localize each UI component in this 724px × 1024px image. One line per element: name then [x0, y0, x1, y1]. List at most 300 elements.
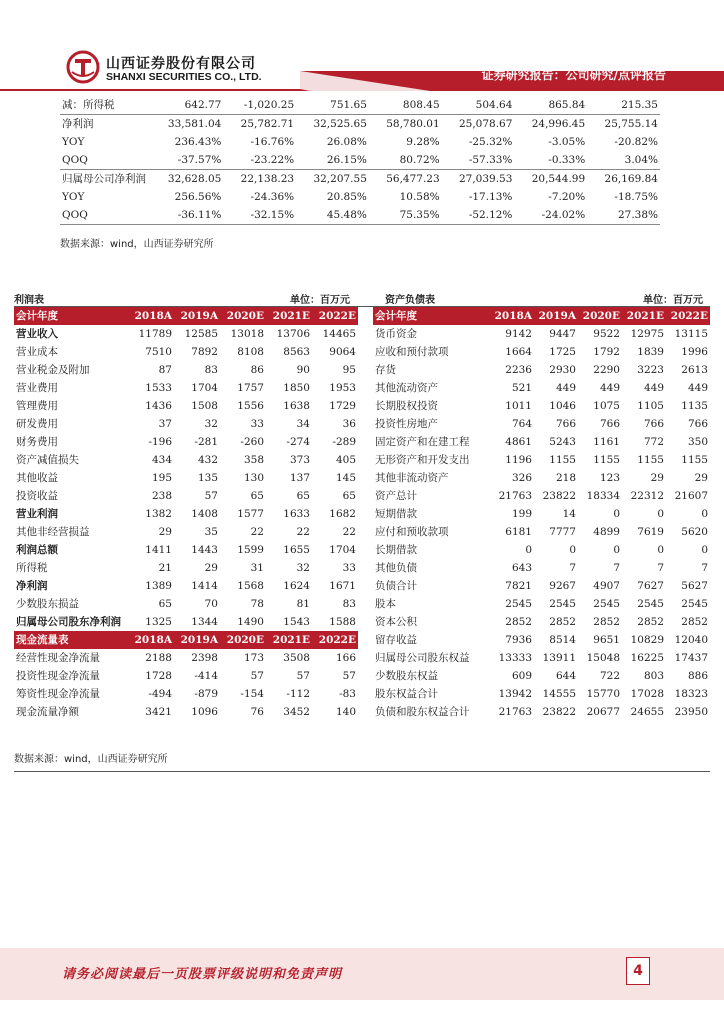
cell-value: 1414 — [191, 580, 218, 592]
cell-value: 2545 — [593, 598, 620, 610]
cell-value: 772 — [643, 436, 664, 448]
cell-value: 195 — [151, 472, 172, 484]
cell-value: 17028 — [630, 688, 664, 700]
cell-value: 8514 — [549, 634, 576, 646]
cell-value: 886 — [687, 670, 708, 682]
balance-sheet-unit: 单位：百万元 — [643, 295, 703, 306]
table-row — [14, 703, 358, 721]
cell-value: 1655 — [283, 544, 310, 556]
cell-value: 95 — [342, 364, 356, 376]
cell-value: 57 — [204, 490, 218, 502]
cell-value: 1682 — [329, 508, 356, 520]
cell-value: 751.65 — [330, 99, 367, 111]
row-label: 长期股权投资 — [375, 400, 438, 412]
cell-value: 4907 — [593, 580, 620, 592]
row-label: 其他非流动资产 — [375, 472, 449, 484]
cell-value: 1155 — [549, 454, 576, 466]
cell-value: 57 — [250, 670, 264, 682]
cell-value: -0.33% — [548, 154, 586, 166]
row-label: 其他收益 — [16, 472, 58, 484]
header-year: 2018A — [128, 631, 174, 649]
cell-value: 33,581.04 — [151, 115, 224, 134]
table-row — [14, 469, 358, 487]
row-label: 股本 — [375, 598, 396, 610]
row-label: 长期借款 — [375, 544, 417, 556]
table-row — [60, 206, 660, 225]
cell-value: 26.15% — [326, 154, 367, 166]
row-label: 现金流量净额 — [16, 706, 79, 718]
cell-value: 23822 — [542, 706, 576, 718]
cell-value: -37.57% — [177, 154, 222, 166]
header-year: 2019A — [174, 307, 220, 325]
cell-value: 1638 — [283, 400, 310, 412]
cell-value: 2852 — [593, 616, 620, 628]
table-row — [60, 188, 660, 206]
cell-value: 1704 — [191, 382, 218, 394]
cell-value: 1325 — [145, 616, 172, 628]
cell-value: 13333 — [498, 652, 532, 664]
page-number: 4 — [626, 957, 650, 985]
table-row — [373, 613, 710, 631]
cell-value: 2398 — [191, 652, 218, 664]
data-source-note: 数据来源：wind，山西证券研究所 — [60, 239, 214, 250]
cell-value: 24655 — [630, 706, 664, 718]
cell-value: 7 — [613, 562, 620, 574]
cell-value: 766 — [555, 418, 576, 430]
cell-value: 1155 — [593, 454, 620, 466]
cell-value: 1588 — [329, 616, 356, 628]
cell-value: 9651 — [593, 634, 620, 646]
row-label: 货币资金 — [375, 328, 417, 340]
cell-value: -274 — [286, 436, 310, 448]
row-label: 减：所得税 — [62, 99, 115, 111]
cell-value: 23822 — [542, 490, 576, 502]
header-year: 2020E — [220, 631, 266, 649]
cell-value: 449 — [555, 382, 576, 394]
cell-value: 29 — [204, 562, 218, 574]
cell-value: 3.04% — [624, 154, 658, 166]
cell-value: 57 — [342, 670, 356, 682]
row-label: 资产总计 — [375, 490, 417, 502]
cell-value: 4899 — [593, 526, 620, 538]
cell-value: 1850 — [283, 382, 310, 394]
cell-value: 16225 — [630, 652, 664, 664]
header-year: 2019A — [174, 631, 220, 649]
cell-value: 7892 — [191, 346, 218, 358]
cell-value: 173 — [243, 652, 264, 664]
table-row — [373, 325, 710, 343]
cell-value: 1556 — [237, 400, 264, 412]
row-label: YOY — [62, 191, 85, 203]
row-label: 固定资产和在建工程 — [375, 436, 470, 448]
table-row — [373, 631, 710, 649]
table-row — [14, 451, 358, 469]
cell-value: 70 — [204, 598, 218, 610]
cell-value: 13018 — [230, 328, 264, 340]
cell-value: 1568 — [237, 580, 264, 592]
table-row — [14, 343, 358, 361]
cell-value: 504.64 — [475, 99, 513, 111]
row-label: 归属母公司股东权益 — [375, 652, 470, 664]
cell-value: 1729 — [329, 400, 356, 412]
cell-value: 137 — [289, 472, 310, 484]
cell-value: 0 — [613, 508, 620, 520]
cell-value: 25,078.67 — [442, 115, 515, 134]
row-label: 利润总额 — [16, 544, 58, 556]
table-row — [373, 487, 710, 505]
report-type-title: 证券研究报告：公司研究/点评报告 — [481, 68, 666, 82]
table-row — [373, 685, 710, 703]
row-label: 经营性现金净流量 — [16, 652, 100, 664]
cell-value: 4861 — [505, 436, 532, 448]
cell-value: 1105 — [637, 400, 664, 412]
table-row — [14, 325, 358, 343]
row-label: QOQ — [60, 206, 151, 225]
cell-value: 80.72% — [399, 154, 440, 166]
cell-value: 9447 — [549, 328, 576, 340]
table-row — [14, 415, 358, 433]
row-label: 营业税金及附加 — [16, 364, 90, 376]
cell-value: 1725 — [549, 346, 576, 358]
cell-value: 5243 — [549, 436, 576, 448]
cell-value: -17.13% — [468, 191, 513, 203]
cell-value: 13115 — [674, 328, 708, 340]
row-label: 其他流动资产 — [375, 382, 438, 394]
cell-value: 1161 — [593, 436, 620, 448]
balance-sheet-table — [373, 307, 710, 721]
cell-value: 2545 — [505, 598, 532, 610]
cell-value: 65 — [342, 490, 356, 502]
cell-value: 15770 — [586, 688, 620, 700]
cell-value: 7510 — [145, 346, 172, 358]
cell-value: 9064 — [329, 346, 356, 358]
cell-value: 2545 — [549, 598, 576, 610]
cell-value: 25,782.71 — [223, 115, 296, 134]
cell-value: 22,138.23 — [223, 170, 296, 189]
cell-value: 766 — [599, 418, 620, 430]
row-label: 筹资性现金净流量 — [16, 688, 100, 700]
cell-value: 27,039.53 — [442, 170, 515, 189]
cell-value: -16.76% — [250, 136, 295, 148]
header-year: 2020E — [220, 307, 266, 325]
cell-value: 1411 — [145, 544, 172, 556]
cell-value: 7619 — [637, 526, 664, 538]
cell-value: 33 — [250, 418, 264, 430]
cell-value: 2852 — [505, 616, 532, 628]
row-label: 负债和股东权益合计 — [375, 706, 470, 718]
cell-value: 8563 — [283, 346, 310, 358]
table-row — [373, 577, 710, 595]
cell-value: 12975 — [630, 328, 664, 340]
cell-value: 33 — [342, 562, 356, 574]
table-header-row — [14, 631, 358, 649]
cell-value: 2188 — [145, 652, 172, 664]
header-year: 2022E — [666, 307, 710, 325]
table-row — [60, 115, 660, 134]
header-year: 2021E — [622, 307, 666, 325]
cell-value: 2852 — [637, 616, 664, 628]
row-label: 归属母公司股东净利润 — [16, 616, 121, 628]
table-header-row — [373, 307, 710, 325]
cell-value: 1155 — [637, 454, 664, 466]
table-row — [373, 667, 710, 685]
table-row — [373, 397, 710, 415]
row-label: 研发费用 — [16, 418, 58, 430]
cell-value: 0 — [657, 508, 664, 520]
cell-value: 32,525.65 — [296, 115, 369, 134]
row-label: 净利润 — [60, 115, 151, 134]
quarterly-income-table — [60, 96, 660, 225]
cell-value: 764 — [511, 418, 532, 430]
table-row — [373, 541, 710, 559]
table-row — [373, 523, 710, 541]
cell-value: 1344 — [191, 616, 218, 628]
cell-value: 1382 — [145, 508, 172, 520]
cell-value: 358 — [243, 454, 264, 466]
table-row — [60, 151, 660, 170]
cell-value: 1443 — [191, 544, 218, 556]
cell-value: 78 — [250, 598, 264, 610]
row-label: 其他非经营损益 — [16, 526, 90, 538]
cell-value: -3.05% — [548, 136, 586, 148]
cell-value: 1671 — [329, 580, 356, 592]
cell-value: 87 — [158, 364, 172, 376]
cell-value: 1839 — [637, 346, 664, 358]
cell-value: 21763 — [498, 706, 532, 718]
cell-value: 9267 — [549, 580, 576, 592]
cell-value: 145 — [335, 472, 356, 484]
cell-value: 803 — [643, 670, 664, 682]
header-year: 2021E — [266, 307, 312, 325]
cell-value: 218 — [555, 472, 576, 484]
cell-value: 1490 — [237, 616, 264, 628]
table-row — [14, 559, 358, 577]
row-label: 财务费用 — [16, 436, 58, 448]
table-row — [14, 577, 358, 595]
cell-value: 0 — [569, 544, 576, 556]
header-label: 现金流量表 — [14, 631, 128, 649]
cell-value: 83 — [204, 364, 218, 376]
cell-value: 3223 — [637, 364, 664, 376]
cell-value: 1508 — [191, 400, 218, 412]
table-row — [60, 133, 660, 151]
cell-value: 15048 — [586, 652, 620, 664]
row-label: 少数股东损益 — [16, 598, 79, 610]
cell-value: 22 — [342, 526, 356, 538]
cell-value: 29 — [650, 472, 664, 484]
table-row — [373, 559, 710, 577]
cell-value: 10.58% — [399, 191, 440, 203]
cell-value: 10829 — [630, 634, 664, 646]
cell-value: 32 — [204, 418, 218, 430]
row-label: 营业费用 — [16, 382, 58, 394]
header-year: 2020E — [578, 307, 622, 325]
cell-value: 65 — [158, 598, 172, 610]
cell-value: 13706 — [276, 328, 310, 340]
cell-value: 1046 — [549, 400, 576, 412]
cell-value: 434 — [151, 454, 172, 466]
cell-value: 7777 — [549, 526, 576, 538]
row-label: 归属母公司净利润 — [60, 170, 151, 189]
cell-value: 14465 — [322, 328, 356, 340]
table-row — [373, 433, 710, 451]
cell-value: 2852 — [681, 616, 708, 628]
cell-value: -32.15% — [223, 206, 296, 225]
table-row — [14, 361, 358, 379]
cell-value: -83 — [339, 688, 356, 700]
cell-value: -7.20% — [548, 191, 586, 203]
cell-value: 9142 — [505, 328, 532, 340]
disclaimer-link[interactable]: 请务必阅读最后一页股票评级说明和免责声明 — [62, 967, 343, 982]
table-row — [373, 505, 710, 523]
cell-value: 58,780.01 — [369, 115, 442, 134]
cell-value: 3421 — [145, 706, 172, 718]
cell-value: 123 — [599, 472, 620, 484]
cell-value: 36 — [342, 418, 356, 430]
table-row — [14, 505, 358, 523]
cell-value: 86 — [250, 364, 264, 376]
cell-value: 432 — [197, 454, 218, 466]
cell-value: 644 — [555, 670, 576, 682]
cell-value: 65 — [250, 490, 264, 502]
cell-value: -494 — [148, 688, 172, 700]
table-row — [373, 703, 710, 721]
table-row — [373, 379, 710, 397]
cell-value: 22312 — [630, 490, 664, 502]
income-statement-table — [14, 307, 358, 721]
table-row — [14, 667, 358, 685]
cell-value: 2545 — [681, 598, 708, 610]
cell-value: 1704 — [329, 544, 356, 556]
cell-value: 1389 — [145, 580, 172, 592]
table-row — [373, 343, 710, 361]
row-label: YOY — [62, 136, 85, 148]
cell-value: 7821 — [505, 580, 532, 592]
cell-value: 32,628.05 — [151, 170, 224, 189]
cell-value: 1996 — [681, 346, 708, 358]
row-label: 营业利润 — [16, 508, 58, 520]
table-row — [373, 469, 710, 487]
cell-value: 1728 — [145, 670, 172, 682]
cell-value: 90 — [296, 364, 310, 376]
cell-value: -18.75% — [614, 191, 658, 203]
row-label: 投资性现金净流量 — [16, 670, 100, 682]
row-label: 其他负债 — [375, 562, 417, 574]
cell-value: 34 — [296, 418, 310, 430]
header-label: 会计年度 — [373, 307, 490, 325]
cell-value: 449 — [643, 382, 664, 394]
cell-value: 76 — [250, 706, 264, 718]
header-label: 会计年度 — [14, 307, 128, 325]
cell-value: 3508 — [283, 652, 310, 664]
row-label: 资产减值损失 — [16, 454, 79, 466]
table-row — [14, 433, 358, 451]
cell-value: 521 — [511, 382, 532, 394]
company-name-en: SHANXI SECURITIES CO., LTD. — [106, 71, 262, 83]
row-label: 股东权益合计 — [375, 688, 438, 700]
cell-value: -1,020.25 — [243, 99, 295, 111]
cell-value: -196 — [148, 436, 172, 448]
row-label: 营业成本 — [16, 346, 58, 358]
cell-value: 7 — [569, 562, 576, 574]
table-row — [14, 487, 358, 505]
row-label: 资本公积 — [375, 616, 417, 628]
cell-value: 11789 — [138, 328, 172, 340]
cell-value: 14 — [562, 508, 576, 520]
cell-value: 21 — [158, 562, 172, 574]
cell-value: 1436 — [145, 400, 172, 412]
cell-value: -23.22% — [250, 154, 295, 166]
cell-value: 2852 — [549, 616, 576, 628]
cell-value: 0 — [525, 544, 532, 556]
cell-value: -25.32% — [468, 136, 513, 148]
row-label: 无形资产和开发支出 — [375, 454, 470, 466]
cell-value: -36.11% — [151, 206, 224, 225]
cell-value: 1075 — [593, 400, 620, 412]
cell-value: -154 — [240, 688, 264, 700]
cell-value: 7627 — [637, 580, 664, 592]
cell-value: 9522 — [593, 328, 620, 340]
cell-value: 26.08% — [326, 136, 367, 148]
table-row — [60, 96, 660, 115]
cell-value: 130 — [243, 472, 264, 484]
table-row — [14, 595, 358, 613]
table-row — [373, 451, 710, 469]
header-year: 2018A — [490, 307, 534, 325]
cell-value: 13911 — [542, 652, 576, 664]
company-name-cn: 山西证券股份有限公司 — [106, 56, 256, 72]
income-statement-title: 利润表 — [14, 295, 44, 306]
cell-value: 135 — [197, 472, 218, 484]
table-row — [14, 685, 358, 703]
table-row — [14, 541, 358, 559]
cell-value: -24.36% — [250, 191, 295, 203]
row-label: 投资性房地产 — [375, 418, 438, 430]
cell-value: 766 — [687, 418, 708, 430]
table-header-row — [14, 307, 358, 325]
cell-value: 1196 — [505, 454, 532, 466]
table-row — [373, 649, 710, 667]
cell-value: 1792 — [593, 346, 620, 358]
balance-sheet-title: 资产负债表 — [385, 295, 435, 306]
cell-value: 350 — [687, 436, 708, 448]
cell-value: 45.48% — [296, 206, 369, 225]
cell-value: 24,996.45 — [514, 115, 587, 134]
cell-value: 199 — [511, 508, 532, 520]
row-label: 所得税 — [16, 562, 48, 574]
cell-value: 22 — [250, 526, 264, 538]
cell-value: 256.56% — [174, 191, 222, 203]
header-year: 2021E — [266, 631, 312, 649]
cell-value: 405 — [335, 454, 356, 466]
cell-value: 5627 — [681, 580, 708, 592]
row-label: 存货 — [375, 364, 396, 376]
cell-value: 12040 — [674, 634, 708, 646]
cell-value: 7 — [657, 562, 664, 574]
row-label: 管理费用 — [16, 400, 58, 412]
cell-value: 808.45 — [402, 99, 440, 111]
header-year: 2022E — [312, 631, 358, 649]
cell-value: 18334 — [586, 490, 620, 502]
cell-value: 1624 — [283, 580, 310, 592]
cell-value: 1011 — [505, 400, 532, 412]
cell-value: 65 — [296, 490, 310, 502]
cell-value: 1096 — [191, 706, 218, 718]
cell-value: 642.77 — [184, 99, 222, 111]
cell-value: 7936 — [505, 634, 532, 646]
table-row — [373, 361, 710, 379]
cell-value: 166 — [335, 652, 356, 664]
